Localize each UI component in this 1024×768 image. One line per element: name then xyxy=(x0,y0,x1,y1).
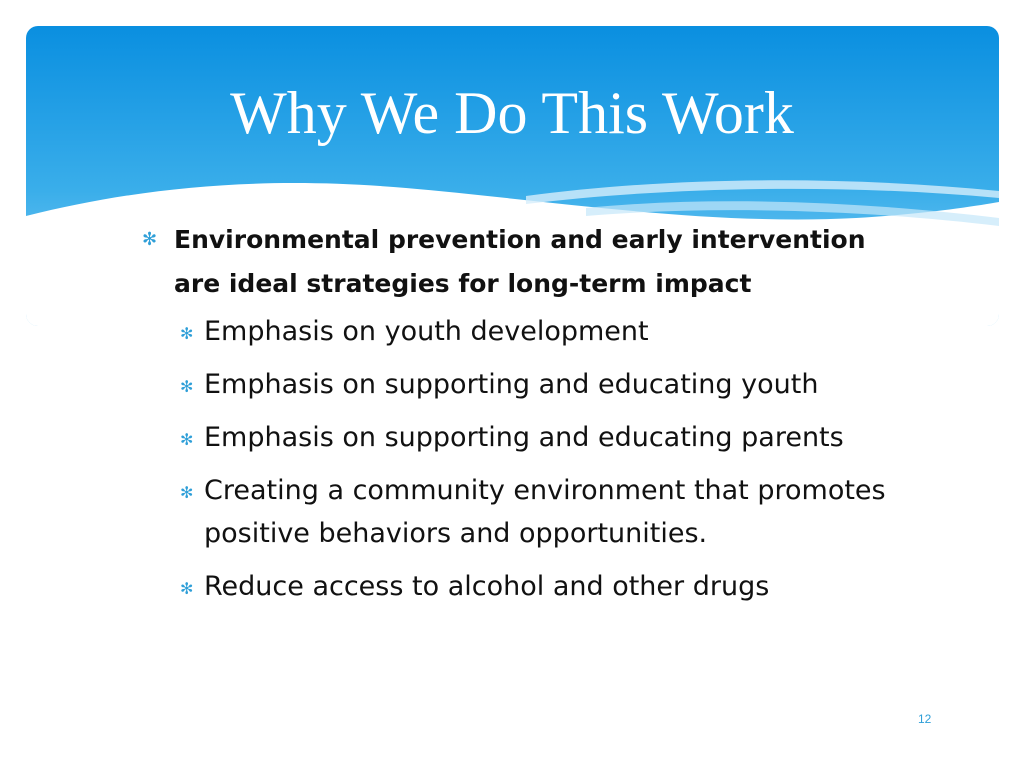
sub-bullet-text: Reduce access to alcohol and other drugs xyxy=(204,571,770,602)
slide-title: Why We Do This Work xyxy=(230,80,794,146)
asterisk-bullet-icon: ✻ xyxy=(142,229,158,250)
page-number: 12 xyxy=(918,712,932,726)
sub-bullet-text: Emphasis on supporting and educating parents xyxy=(204,422,844,453)
sub-bullet xyxy=(180,363,944,406)
sub-bullet-text: Creating a community environment that promotes positive behaviors and opportunities. xyxy=(204,475,886,549)
asterisk-bullet-icon: ✻ xyxy=(180,377,194,396)
sub-bullet-list xyxy=(180,310,940,608)
asterisk-bullet-icon: ✻ xyxy=(180,430,194,449)
slide-content xyxy=(140,218,940,618)
asterisk-bullet-icon: ✻ xyxy=(180,324,194,343)
main-bullet xyxy=(140,218,894,306)
asterisk-bullet-icon: ✻ xyxy=(180,483,194,502)
asterisk-bullet-icon: ✻ xyxy=(180,579,194,598)
sub-bullet xyxy=(180,469,944,555)
sub-bullet-text: Emphasis on supporting and educating youth xyxy=(204,369,819,400)
main-bullet-text: Environmental prevention and early intervention are ideal strategies for long-term impact xyxy=(174,225,866,298)
sub-bullet xyxy=(180,416,944,459)
sub-bullet xyxy=(180,565,944,608)
sub-bullet xyxy=(180,310,944,353)
sub-bullet-text: Emphasis on youth development xyxy=(204,316,649,347)
